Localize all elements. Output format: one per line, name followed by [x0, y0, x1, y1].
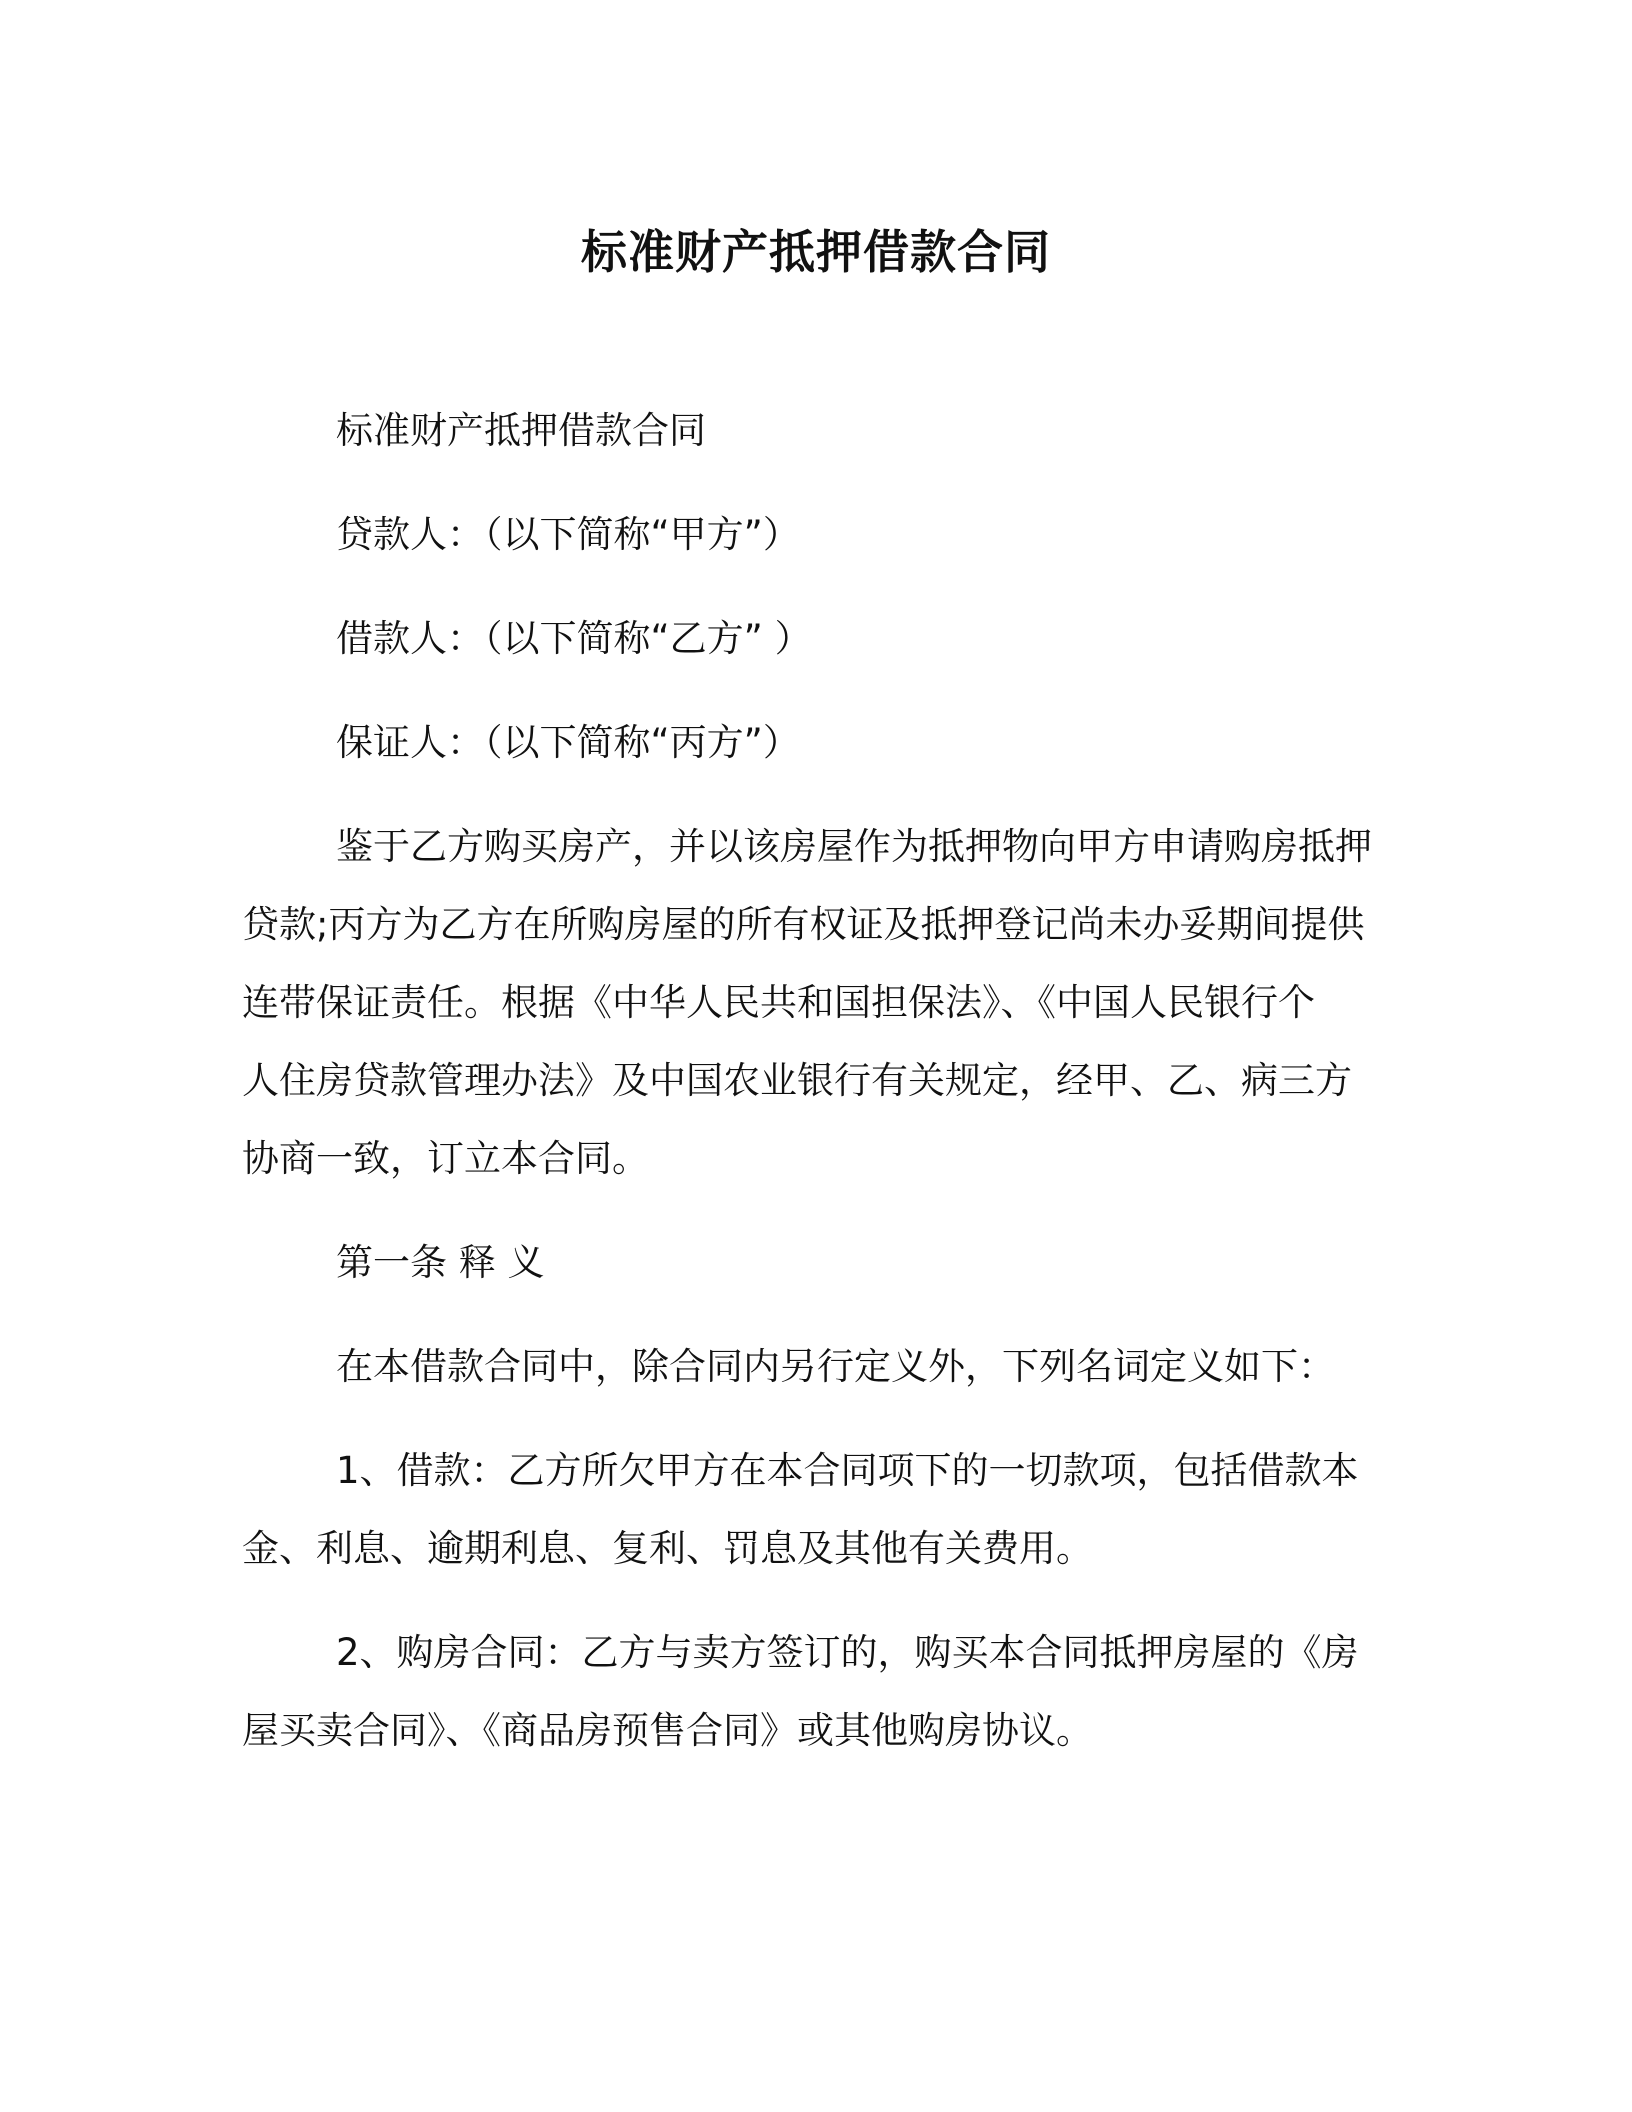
paragraph-line: 第一条 释 义 — [336, 1241, 545, 1284]
paragraph-lender — [242, 496, 1392, 574]
section-heading-article-1 — [242, 1224, 1392, 1302]
paragraph-heading — [242, 392, 1392, 470]
paragraph-line: 保证人：（以下简称“丙方”） — [336, 721, 800, 764]
paragraph-line: 1、借款：乙方所欠甲方在本合同项下的一切款项，包括借款本 — [336, 1449, 1359, 1492]
paragraph-guarantor — [242, 704, 1392, 782]
paragraph-line: 标准财产抵押借款合同 — [336, 409, 706, 452]
paragraph-line: 在本借款合同中，除合同内另行定义外，下列名词定义如下： — [336, 1345, 1335, 1388]
paragraph-line: 协商一致，订立本合同。 — [242, 1137, 649, 1180]
paragraph-definitions-intro — [242, 1328, 1392, 1406]
paragraph-preamble — [242, 808, 1392, 1198]
paragraph-line: 连带保证责任。根据《中华人民共和国担保法》、《中国人民银行个 — [242, 981, 1315, 1024]
paragraph-definition-loan — [242, 1432, 1392, 1588]
paragraph-line: 鉴于乙方购买房产，并以该房屋作为抵押物向甲方申请购房抵押 — [336, 825, 1372, 868]
paragraph-line: 贷款人：（以下简称“甲方”） — [336, 513, 800, 556]
paragraph-line: 2、购房合同：乙方与卖方签订的，购买本合同抵押房屋的《房 — [336, 1631, 1359, 1674]
paragraph-line: 金、利息、逾期利息、复利、罚息及其他有关费用。 — [242, 1527, 1093, 1570]
paragraph-line: 贷款;丙方为乙方在所购房屋的所有权证及抵押登记尚未办妥期间提供 — [242, 903, 1365, 946]
paragraph-line: 人住房贷款管理办法》及中国农业银行有关规定，经甲、乙、病三方 — [242, 1059, 1352, 1102]
paragraph-line: 借款人：（以下简称“乙方” ） — [336, 617, 812, 660]
paragraph-definition-purchase-contract — [242, 1614, 1392, 1770]
document-body — [242, 392, 1392, 1796]
paragraph-borrower — [242, 600, 1392, 678]
document-title: 标准财产抵押借款合同 — [581, 225, 1051, 279]
paragraph-line: 屋买卖合同》、《商品房预售合同》或其他购房协议。 — [242, 1709, 1093, 1752]
